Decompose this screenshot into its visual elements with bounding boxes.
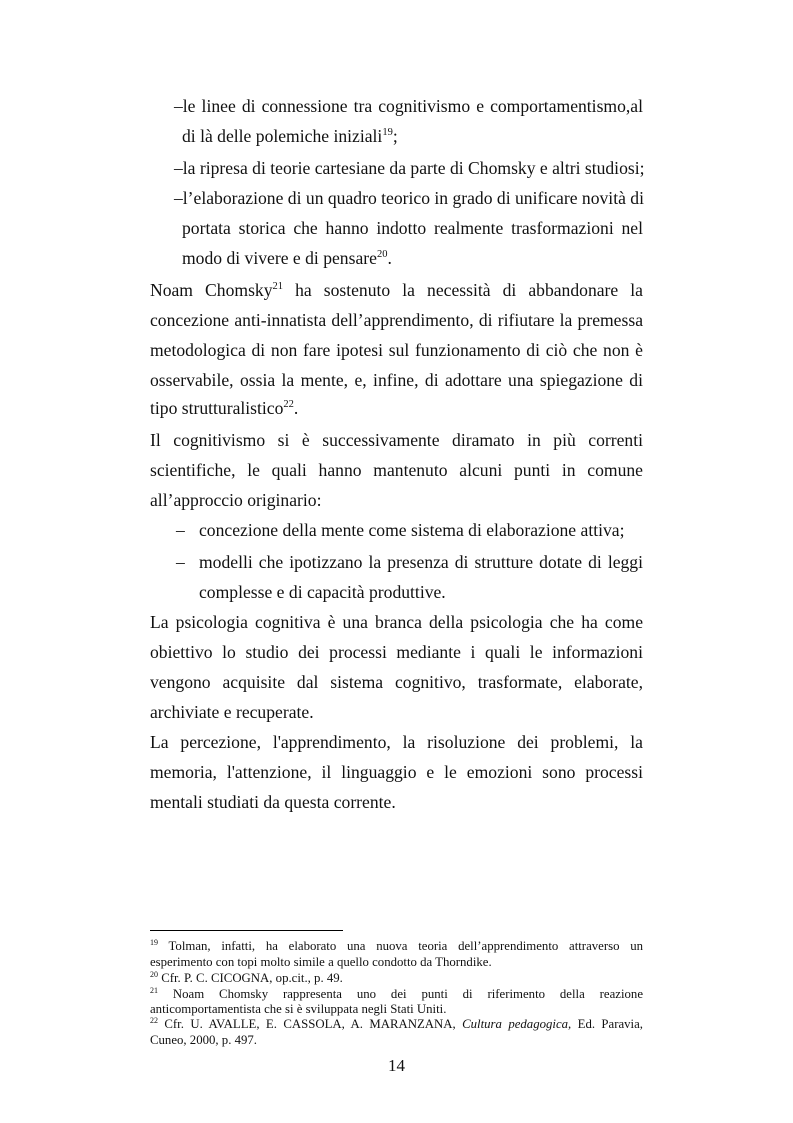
para2-line-3: all’approccio originario: [150, 490, 322, 510]
footnote-ref-22: 22 [283, 399, 294, 410]
footnote-21-line-1: $^{21}$ Noam Chomsky rappresenta uno dei punti di riferimento della reazione [150, 986, 643, 1001]
list1-line-4: –l’elaborazione di un quadro teorico in grado di unificare novità di [174, 188, 644, 208]
footnote-ref-21: 21 [272, 281, 284, 292]
para1-line-4: osservabile, ossia la mente, e, infine, di adottare una spiegazione di [150, 370, 643, 390]
footnote-separator [150, 930, 343, 931]
page-number: 14 [388, 1056, 405, 1075]
para4-line-3: mentali studiati da questa corrente. [150, 792, 396, 812]
list2-item-2-line-2: complesse e di capacità produttive. [199, 582, 446, 602]
footnote-22-line-2: Cuneo, 2000, p. 497. [150, 1033, 257, 1047]
para1-line-5: tipo strutturalistico$^{22}$. [150, 398, 299, 418]
list2-dash-1: – [176, 520, 185, 540]
para1-line-3: metodologica di non fare ipotesi sul funzionamento di ciò che non è [150, 340, 643, 360]
list1-line-2: di là delle polemiche iniziali$^{19}$; [182, 126, 398, 146]
para3-line-2: obiettivo lo studio dei processi mediante i quali le informazioni [150, 642, 643, 662]
list2-dash-2: – [176, 552, 185, 572]
footnote-19-number: 19 [150, 938, 158, 947]
list1-line-1: –le linee di connessione tra cognitivismo e comportamentismo,al [174, 96, 643, 116]
para3-line-3: vengono acquisite dal sistema cognitivo, trasformate, elaborate, [150, 672, 643, 692]
footnote-19-line-1: $^{19}$ Tolman, infatti, ha elaborato una nuova teoria dell’apprendimento attraverso un [150, 938, 643, 953]
para3-line-4: archiviate e recuperate. [150, 702, 314, 722]
footnote-22-number: 22 [150, 1016, 158, 1025]
para4-line-2: memoria, l'attenzione, il linguaggio e le emozioni sono processi [150, 762, 643, 782]
footnote-20: $^{20}$ Cfr. P. C. CICOGNA, op.cit., p. 49. [150, 970, 343, 985]
footnote-21-line-2: anticomportamentista che si è sviluppata negli Stati Uniti. [150, 1002, 447, 1016]
footnote-ref-20: 20 [376, 249, 388, 260]
footnote-21-number: 21 [150, 986, 158, 995]
list2-item-2-line-1: modelli che ipotizzano la presenza di strutture dotate di leggi [199, 552, 643, 572]
para2-line-1: Il cognitivismo si è successivamente diramato in più correnti [150, 430, 643, 450]
para1-line-2: concezione anti-innatista dell’apprendimento, di rifiutare la premessa [150, 310, 643, 330]
list1-line-3: –la ripresa di teorie cartesiane da parte di Chomsky e altri studiosi; [174, 158, 645, 178]
footnote-19-line-2: esperimento con topi molto simile a quello condotto da Thorndike. [150, 955, 492, 969]
footnote-20-number: 20 [150, 970, 158, 979]
footnote-22-line-1: $^{22}$ Cfr. U. AVALLE, E. CASSOLA, A. MARANZANA, Cultura pedagogica, Ed. Paravia, [150, 1016, 643, 1031]
footnote-ref-19: 19 [382, 127, 393, 138]
para3-line-1: La psicologia cognitiva è una branca della psicologia che ha come [150, 612, 643, 632]
list1-line-5: portata storica che hanno indotto realmente trasformazioni nel [182, 218, 643, 238]
list1-line-6: modo di vivere e di pensare$^{20}$. [182, 248, 392, 268]
para2-line-2: scientifiche, le quali hanno mantenuto alcuni punti in comune [150, 460, 643, 480]
para1-line-1: Noam Chomsky$^{21}$ ha sostenuto la necessità di abbandonare la [150, 280, 643, 300]
list2-item-1: concezione della mente come sistema di elaborazione attiva; [199, 520, 625, 540]
para4-line-1: La percezione, l'apprendimento, la risoluzione dei problemi, la [150, 732, 643, 752]
